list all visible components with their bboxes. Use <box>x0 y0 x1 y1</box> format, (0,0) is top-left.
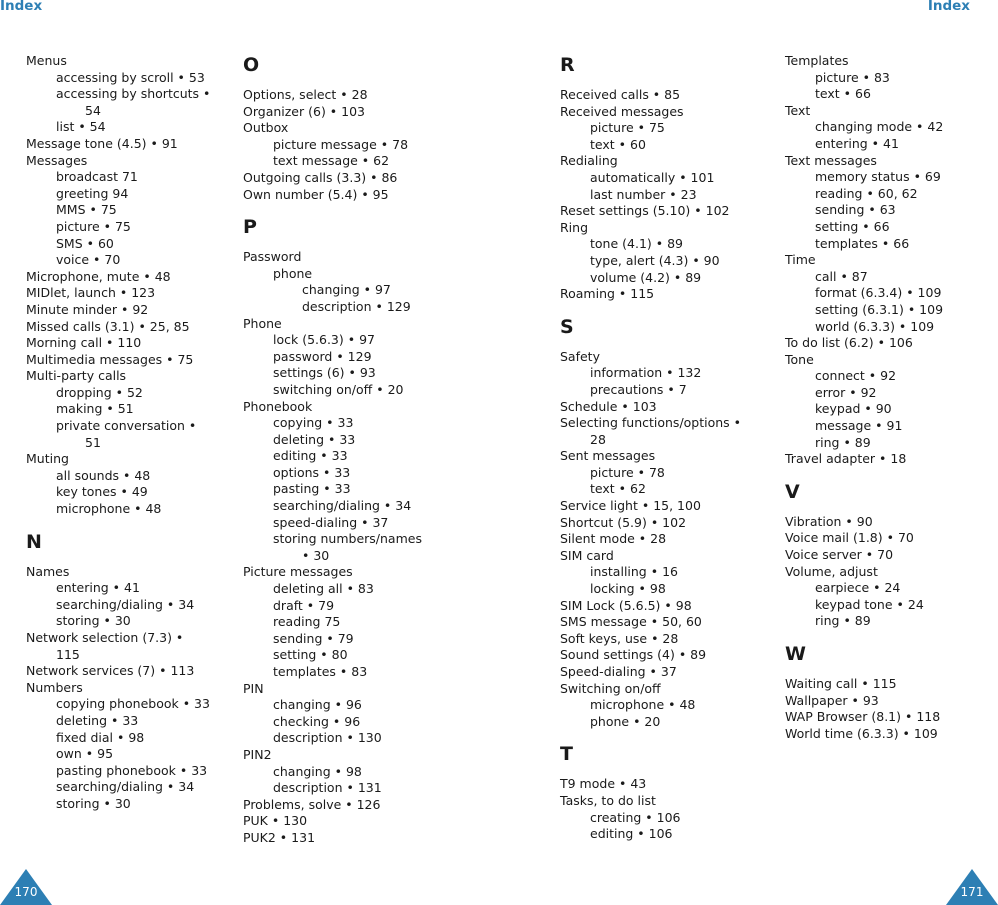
index-subentry: accessing by shortcuts • <box>56 86 211 102</box>
index-subentry: fixed dial • 98 <box>56 729 145 745</box>
index-entry: Message tone (4.5) • 91 <box>26 135 178 151</box>
index-subentry: setting (6.3.1) • 109 <box>815 301 944 317</box>
index-entry: Morning call • 110 <box>26 335 142 351</box>
index-subentry: settings (6) • 93 <box>273 365 376 381</box>
page-number-right <box>946 869 998 905</box>
index-subentry: tone (4.1) • 89 <box>590 236 683 252</box>
index-subentry: pasting • 33 <box>273 481 351 497</box>
index-subentry: picture • 75 <box>56 218 131 234</box>
index-subentry: description • 131 <box>273 780 382 796</box>
index-subentry: password • 129 <box>273 348 372 364</box>
index-entry: Time <box>785 252 816 268</box>
index-entry: Travel adapter • 18 <box>785 451 907 467</box>
index-subentry: switching on/off • 20 <box>273 381 404 397</box>
index-entry: PIN2 <box>243 746 272 762</box>
index-entry: Waiting call • 115 <box>785 676 897 691</box>
index-entry: Templates <box>785 53 849 68</box>
index-entry: Redialing <box>560 153 618 169</box>
index-subentry: SMS • 60 <box>56 235 114 251</box>
index-subentry: storing numbers/names <box>273 531 422 547</box>
index-section-letter: W <box>785 643 806 665</box>
index-subentry: changing • 96 <box>273 697 362 713</box>
index-entry: To do list (6.2) • 106 <box>785 335 913 351</box>
index-entry: Outbox <box>243 120 289 136</box>
index-entry: Phone <box>243 315 282 331</box>
page-number-right-text: 171 <box>960 885 984 899</box>
index-entry: Received calls • 85 <box>560 87 681 102</box>
index-subentry: text message • 62 <box>273 153 390 169</box>
index-column-1 <box>26 53 210 813</box>
page-number-left-text: 170 <box>14 885 38 899</box>
index-subentry: editing • 106 <box>590 826 673 842</box>
index-subentry: microphone • 48 <box>590 697 696 713</box>
index-entry: Tone <box>785 351 814 367</box>
index-entry: SIM Lock (5.6.5) • 98 <box>560 597 692 613</box>
index-entry: Own number (5.4) • 95 <box>243 186 389 202</box>
index-subentry: description • 129 <box>302 298 411 314</box>
index-subentry: private conversation • <box>56 418 197 434</box>
index-subentry: draft • 79 <box>273 597 335 613</box>
index-subentry: checking • 96 <box>273 713 361 729</box>
index-subentry: MMS • 75 <box>56 202 117 218</box>
index-subentry: information • 132 <box>590 365 702 381</box>
index-entry: T9 mode • 43 <box>560 776 647 792</box>
index-subentry: key tones • 49 <box>56 484 148 500</box>
index-subentry: memory status • 69 <box>815 169 941 185</box>
index-entry: PUK • 130 <box>243 813 308 829</box>
index-subentry: precautions • 7 <box>590 381 687 397</box>
index-entry: Safety <box>560 348 600 364</box>
index-entry: Outgoing calls (3.3) • 86 <box>243 169 398 185</box>
index-entry: SMS message • 50, 60 <box>560 614 702 630</box>
index-subentry: type, alert (4.3) • 90 <box>590 252 720 268</box>
index-entry: Network selection (7.3) • <box>26 630 184 645</box>
index-entry: Missed calls (3.1) • 25, 85 <box>26 318 190 334</box>
index-entry: Names <box>26 563 70 579</box>
index-entry: Password <box>243 249 302 265</box>
index-entry: Picture messages <box>243 564 353 580</box>
index-subentry: deleting • 33 <box>56 712 139 728</box>
index-entry: Volume, adjust <box>785 563 878 579</box>
index-entry: Multi-party calls <box>26 368 127 384</box>
page-number-left <box>0 869 52 905</box>
index-entry: Reset settings (5.10) • 102 <box>560 203 730 219</box>
index-entry: Speed-dialing • 37 <box>560 664 677 679</box>
index-subentry: 115 <box>56 646 80 662</box>
index-entry: Text messages <box>785 152 877 168</box>
index-subentry: accessing by scroll • 53 <box>56 69 205 85</box>
index-subentry: copying • 33 <box>273 415 354 431</box>
index-entry: Numbers <box>26 679 83 695</box>
index-subentry: picture message • 78 <box>273 136 409 152</box>
index-entry: Selecting functions/options • <box>560 415 742 431</box>
index-column-2 <box>243 53 422 847</box>
index-subentry: locking • 98 <box>590 581 666 597</box>
index-entry: World time (6.3.3) • 109 <box>785 725 938 741</box>
index-subentry: ring • 89 <box>815 613 871 629</box>
index-entry: Sent messages <box>560 448 656 464</box>
index-entry: Wallpaper • 93 <box>785 692 879 708</box>
index-entry: PUK2 • 131 <box>243 829 316 845</box>
index-entry: Received messages <box>560 103 684 119</box>
index-subentry: templates • 83 <box>273 664 368 679</box>
index-subentry: automatically • 101 <box>590 169 715 185</box>
index-subentry: lock (5.6.3) • 97 <box>273 332 375 348</box>
index-subentry: ring • 89 <box>815 434 871 450</box>
index-entry: Ring <box>560 219 589 235</box>
index-column-3 <box>560 53 741 843</box>
index-section-letter: P <box>243 216 257 239</box>
index-subentry: searching/dialing • 34 <box>273 498 412 514</box>
index-subentry: entering • 41 <box>56 580 140 596</box>
index-subentry: making • 51 <box>56 401 134 417</box>
index-section-letter: T <box>560 743 573 766</box>
index-subentry: setting • 80 <box>273 647 348 663</box>
index-subentry: greeting 94 <box>56 185 129 201</box>
index-entry: Schedule • 103 <box>560 398 657 414</box>
index-subentry: dropping • 52 <box>56 384 143 400</box>
index-subentry: description • 130 <box>273 730 382 746</box>
index-subentry: 28 <box>590 431 606 447</box>
index-entry: Voice mail (1.8) • 70 <box>785 530 914 546</box>
index-subentry: sending • 79 <box>273 630 354 646</box>
index-subentry: text • 62 <box>590 481 646 497</box>
index-entry: SIM card <box>560 547 614 563</box>
index-subentry: storing • 30 <box>56 795 131 811</box>
index-subentry: format (6.3.4) • 109 <box>815 285 942 301</box>
index-subentry: volume (4.2) • 89 <box>590 269 702 285</box>
index-entry: Minute minder • 92 <box>26 301 149 317</box>
index-entry: Network services (7) • 113 <box>26 663 195 679</box>
index-entry: Vibration • 90 <box>785 513 873 529</box>
index-entry: Voice server • 70 <box>785 547 894 563</box>
index-entry: Phonebook <box>243 398 313 414</box>
index-subentry: last number • 23 <box>590 186 697 202</box>
index-entry: Service light • 15, 100 <box>560 498 701 514</box>
index-entry: Text <box>785 102 811 118</box>
index-subentry: • 30 <box>302 547 330 563</box>
index-subentry: picture • 75 <box>590 120 665 136</box>
index-entry: Problems, solve • 126 <box>243 796 381 812</box>
index-subentry: all sounds • 48 <box>56 467 151 483</box>
index-subentry: changing mode • 42 <box>815 119 944 135</box>
index-subentry: picture • 78 <box>590 464 665 480</box>
index-section-letter: N <box>26 530 42 553</box>
index-subentry: voice • 70 <box>56 252 121 268</box>
index-subentry: reading • 60, 62 <box>815 185 918 201</box>
index-subentry: picture • 83 <box>815 69 890 85</box>
index-entry: Shortcut (5.9) • 102 <box>560 514 687 530</box>
index-column-4 <box>785 53 943 742</box>
index-entry: WAP Browser (8.1) • 118 <box>785 709 941 725</box>
index-entry: Messages <box>26 152 88 168</box>
index-entry: MIDlet, launch • 123 <box>26 285 156 301</box>
index-subentry: searching/dialing • 34 <box>56 596 195 612</box>
index-entry: Options, select • 28 <box>243 87 368 102</box>
index-entry: Menus <box>26 53 67 68</box>
page-header-right: Index <box>927 0 970 14</box>
index-section-letter: S <box>560 315 574 338</box>
index-subentry: microphone • 48 <box>56 501 162 517</box>
index-subentry: editing • 33 <box>273 448 348 464</box>
index-subentry: text • 60 <box>590 136 646 152</box>
index-entry: Organizer (6) • 103 <box>243 103 365 119</box>
index-subentry: options • 33 <box>273 464 351 480</box>
index-section-letter: O <box>243 54 260 76</box>
index-entry: Switching on/off <box>560 680 661 696</box>
index-subentry: creating • 106 <box>590 809 681 825</box>
index-section-letter: R <box>560 54 575 76</box>
index-entry: Sound settings (4) • 89 <box>560 647 707 663</box>
index-subentry: setting • 66 <box>815 218 890 234</box>
index-subentry: call • 87 <box>815 268 868 284</box>
index-entry: Tasks, to do list <box>560 792 656 808</box>
index-subentry: text • 66 <box>815 86 871 102</box>
index-subentry: deleting all • 83 <box>273 581 374 597</box>
index-subentry: broadcast 71 <box>56 169 138 185</box>
index-subentry: speed-dialing • 37 <box>273 514 389 530</box>
index-subentry: connect • 92 <box>815 368 897 384</box>
index-subentry: phone • 20 <box>590 713 661 729</box>
index-subentry: keypad tone • 24 <box>815 596 924 612</box>
index-subentry: phone <box>273 265 313 281</box>
index-subentry: reading 75 <box>273 614 341 630</box>
index-section-letter: V <box>785 480 800 503</box>
index-subentry: storing • 30 <box>56 613 131 629</box>
index-subentry: sending • 63 <box>815 202 896 218</box>
index-entry: PIN <box>243 680 264 696</box>
index-subentry: keypad • 90 <box>815 401 892 417</box>
index-subentry: 54 <box>85 102 101 118</box>
index-entry: Soft keys, use • 28 <box>560 630 679 646</box>
index-entry: Roaming • 115 <box>560 286 655 302</box>
index-entry: Silent mode • 28 <box>560 531 667 547</box>
index-subentry: templates • 66 <box>815 235 910 251</box>
page-header-left: Index <box>0 0 43 14</box>
index-subentry: world (6.3.3) • 109 <box>815 318 935 334</box>
index-entry: Multimedia messages • 75 <box>26 351 194 367</box>
index-entry: Muting <box>26 451 69 467</box>
index-subentry: earpiece • 24 <box>815 580 901 596</box>
index-subentry: searching/dialing • 34 <box>56 779 195 795</box>
index-subentry: installing • 16 <box>590 564 678 580</box>
index-subentry: pasting phonebook • 33 <box>56 762 208 778</box>
index-subentry: changing • 97 <box>302 282 391 298</box>
index-subentry: own • 95 <box>56 746 114 762</box>
index-subentry: message • 91 <box>815 418 903 434</box>
index-subentry: entering • 41 <box>815 135 899 151</box>
index-subentry: 51 <box>85 434 101 450</box>
index-entry: Microphone, mute • 48 <box>26 268 171 284</box>
index-subentry: list • 54 <box>56 119 106 135</box>
index-subentry: copying phonebook • 33 <box>56 696 210 712</box>
index-subentry: error • 92 <box>815 384 877 400</box>
index-subentry: changing • 98 <box>273 763 362 779</box>
index-subentry: deleting • 33 <box>273 431 356 447</box>
